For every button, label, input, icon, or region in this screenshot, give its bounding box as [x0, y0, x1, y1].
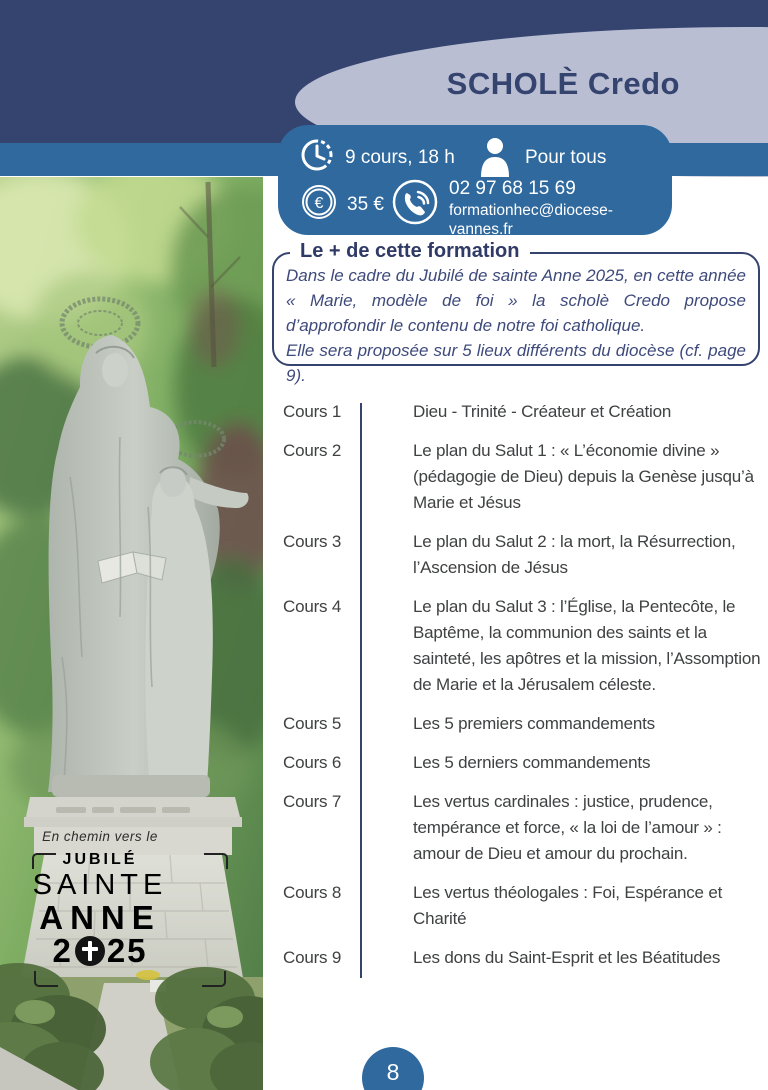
course-description: Les vertus cardinales : justice, prudence, tempérance et force, « la loi de l’amour » : amour de Dieu et amour du prochain.: [413, 792, 722, 863]
jubilee-cross-icon: [75, 936, 105, 966]
course-label: Cours 4: [283, 597, 342, 616]
jubilee-year: [0, 932, 200, 970]
euro-icon: [300, 183, 338, 226]
formation-paragraph-2: Elle sera proposée sur 5 lieux différents du diocèse (cf. page 9).: [286, 341, 746, 385]
course-description: Les dons du Saint-Esprit et les Béatitudes: [413, 948, 721, 967]
course-label: Cours 8: [283, 883, 342, 902]
course-label: Cours 6: [283, 753, 342, 772]
year-prefix: 2: [52, 932, 73, 969]
audience-label: Pour tous: [525, 146, 607, 168]
formation-title: Le + de cette formation: [290, 240, 530, 263]
course-row: [283, 880, 763, 932]
frame-corner-top-right: [204, 853, 228, 869]
course-description: Le plan du Salut 3 : l’Église, la Pentecôte, le Baptême, la communion des saints et la sainteté, les apôtres et la mission, l’Assomption de Marie et la Jérusalem céleste.: [413, 597, 761, 694]
course-label: Cours 1: [283, 402, 342, 421]
formation-paragraph-1: Dans le cadre du Jubilé de sainte Anne 2025, en cette année « Marie, modèle de foi » la scholè Credo propose d’approfondir le contenu de notre foi catholique.: [286, 266, 746, 335]
page-number: 8: [386, 1059, 400, 1085]
audience-group: [474, 133, 606, 182]
course-label: Cours 9: [283, 948, 342, 967]
jubile-label: JUBILÉ: [62, 851, 138, 868]
duration-label: 9 cours, 18 h: [345, 146, 455, 168]
pedestal-tagline: En chemin vers le: [42, 829, 158, 844]
price-label: 35 €: [347, 193, 384, 215]
course-info-box: [278, 125, 672, 239]
course-row: [283, 529, 763, 581]
frame-corner-bottom-right: [202, 971, 226, 987]
course-description: Dieu - Trinité - Créateur et Création: [413, 402, 672, 421]
price-group: [300, 183, 384, 226]
course-row: [283, 438, 763, 516]
course-description: Les 5 premiers commandements: [413, 714, 655, 733]
course-description: Le plan du Salut 2 : la mort, la Résurrection, l’Ascension de Jésus: [413, 532, 736, 577]
course-label: Cours 7: [283, 792, 342, 811]
phone-icon: [390, 177, 440, 232]
email-address: formationhec@diocese-vannes.fr: [449, 201, 613, 239]
course-description: Les vertus théologales : Foi, Espérance et Charité: [413, 883, 723, 928]
course-row: [283, 594, 763, 698]
course-label: Cours 2: [283, 441, 342, 460]
clock-icon: [298, 136, 336, 179]
frame-corner-bottom-left: [34, 971, 58, 987]
formation-highlight-box: [272, 240, 760, 385]
course-description: Les 5 derniers commandements: [413, 753, 651, 772]
frame-corner-top-left: [32, 853, 56, 869]
course-row: [283, 945, 763, 971]
course-label: Cours 3: [283, 532, 342, 551]
page-title: SCHOLÈ Credo: [446, 66, 680, 101]
year-suffix: 25: [106, 932, 148, 969]
svg-text:€: €: [314, 195, 324, 212]
course-divider-line: [360, 403, 362, 978]
course-description: Le plan du Salut 1 : « L’économie divine » (pédagogie de Dieu) depuis la Genèse jusqu’à Marie et Jésus: [413, 441, 754, 512]
statue-photo: [0, 177, 263, 1090]
course-row: [283, 711, 763, 737]
course-list: [283, 399, 763, 984]
phone-number: 02 97 68 15 69: [449, 178, 576, 199]
sainte-label: SAINTE: [32, 869, 168, 901]
course-row: [283, 399, 763, 425]
course-row: [283, 789, 763, 867]
course-label: Cours 5: [283, 714, 342, 733]
course-row: [283, 750, 763, 776]
person-icon: [474, 133, 516, 182]
page-number-badge: [362, 1047, 424, 1090]
contact-group: [390, 177, 672, 240]
formation-description: [274, 254, 758, 388]
duration-group: [298, 136, 455, 179]
anne-label: ANNE: [39, 899, 161, 936]
